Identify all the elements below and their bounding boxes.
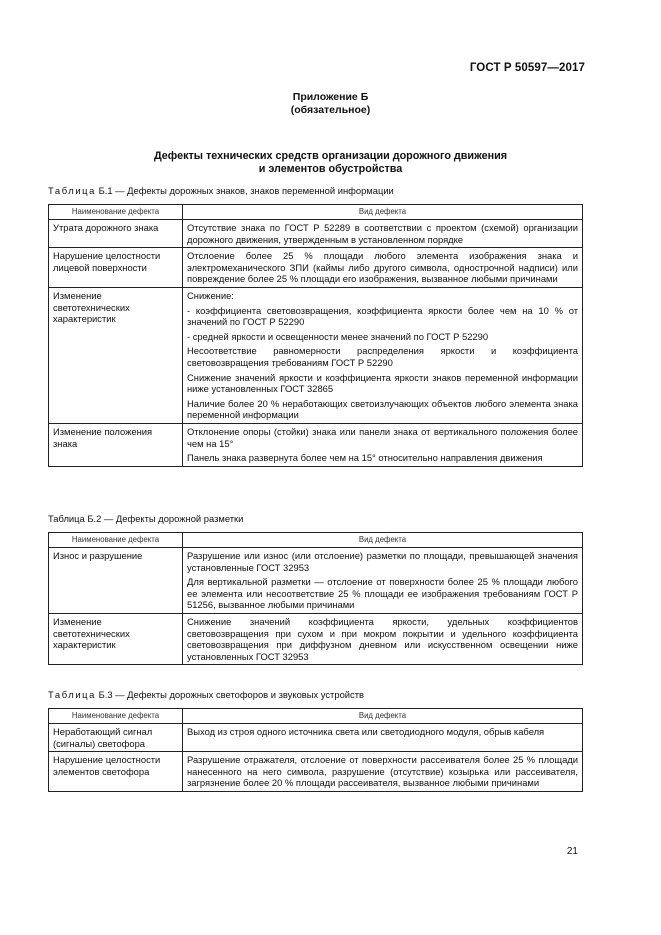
table-row (49, 220, 583, 248)
defect-name-cell: Изменение светотехнических характеристик (49, 287, 183, 423)
defect-description: Разрушение или износ (или отслоение) разметки по площади, превышающей значения установленные ГОСТ 32953 (187, 550, 578, 573)
defect-name-cell: Неработающий сигнал (сигналы) светофора (49, 724, 183, 752)
appendix-heading (0, 91, 661, 117)
table1-header-row (49, 205, 583, 220)
table3 (48, 708, 583, 792)
defect-description: Снижение значений яркости и коэффициента яркости знаков переменной информации ниже установленных ГОСТ 32865 (187, 371, 578, 395)
defect-name-cell: Изменение светотехнических характеристик (49, 613, 183, 664)
table2-caption: Таблица Б.2 — Дефекты дорожной разметки (48, 513, 244, 524)
defect-description: Отклонение опоры (стойки) знака или панели знака от вертикального положения более чем на 15° (187, 425, 578, 449)
table-row (49, 548, 583, 614)
table-row (49, 724, 583, 752)
defect-description: Несоответствие равномерности распределения яркости и коэффициента световозвращения требованиям ГОСТ Р 52290 (187, 345, 578, 368)
table-row (49, 287, 583, 423)
table3-caption (48, 689, 364, 701)
table1-header-name: Наименование дефекта (49, 205, 183, 220)
defect-type-cell (183, 287, 583, 423)
defect-description: Разрушение отражателя, отслоение от поверхности рассеивателя более 25 % площади нанесенного на него символа, разрушение (отсутствие) козырька или рассеивателя, загрязнение более 20 % площади рассеивателя, вызванное любыми причинами (187, 754, 578, 789)
appendix-title: Приложение Б (292, 91, 369, 103)
page-number: 21 (566, 846, 578, 857)
defect-description: Панель знака развернута более чем на 15° относительно направления движения (187, 452, 543, 464)
defect-description: Отсутствие знака по ГОСТ Р 52289 в соответствии с проектом (схемой) организации дорожного движения, утвержденным в установленном порядке (187, 222, 578, 245)
defect-description: Снижение значений коэффициента яркости, удельных коэффициентов световозвращения при сухом и при мокром покрытии и удельного коэффициента световозвращения при диффузном дневном или искусственном освещении ниже установленных ГОСТ 32953 (187, 615, 578, 662)
defect-name-cell: Утрата дорожного знака (49, 220, 183, 248)
defect-type-cell (183, 248, 583, 288)
table2-header-row (49, 533, 583, 548)
defect-name-cell: Износ и разрушение (49, 548, 183, 614)
defect-type-cell (183, 423, 583, 466)
table3-caption-text: Б.3 — Дефекты дорожных светофоров и звуковых устройств (95, 689, 364, 700)
table-row (49, 248, 583, 288)
appendix-subtitle: (обязательное) (290, 104, 371, 116)
defect-name-cell: Нарушение целостности элементов светофора (49, 752, 183, 792)
table1 (48, 204, 583, 467)
defect-description: Для вертикальной разметки — отслоение от поверхности более 25 % площади любого ее элемента или несоответствие 25 % площади ее изображения требованиям ГОСТ Р 51256, вызванное любыми причинами (187, 576, 578, 611)
document-id: ГОСТ Р 50597—2017 (469, 62, 585, 74)
defect-description: Наличие более 20 % неработающих светоизлучающих объектов любого элемента знака переменной информации (187, 397, 578, 421)
section-title (0, 150, 661, 176)
defect-type-cell (183, 613, 583, 664)
table2 (48, 532, 583, 665)
table1-caption-label: Таблица (48, 185, 96, 196)
defect-description: Отслоение более 25 % площади любого элемента изображения знака и электромеханического ЗПИ (каймы либо другого символа, однострочной надписи) или повреждение более 25 % площади его изображения, вызванное любыми причинами (187, 250, 578, 285)
table3-header-row (49, 709, 583, 724)
defect-description: Снижение: (187, 289, 234, 301)
defect-description: - средней яркости и освещенности менее значений по ГОСТ Р 52290 (187, 330, 489, 342)
defect-name-cell: Изменение положения знака (49, 423, 183, 466)
defect-description: - коэффициента световозвращения, коэффициента яркости более чем на 10 % от значений по ГОСТ Р 52290 (187, 304, 578, 328)
table2-header-name: Наименование дефекта (49, 533, 183, 548)
table3-header-name: Наименование дефекта (49, 709, 183, 724)
defect-type-cell (183, 220, 583, 248)
table3-caption-label: Таблица (48, 689, 96, 700)
defect-description: Выход из строя одного источника света или светодиодного модуля, обрыв кабеля (187, 726, 545, 737)
table-row (49, 752, 583, 792)
table1-caption (48, 185, 394, 197)
table-row (49, 423, 583, 466)
defect-type-cell (183, 548, 583, 614)
table-row (49, 613, 583, 664)
section-title-line-1: Дефекты технических средств организации дорожного движения (153, 150, 508, 162)
defect-type-cell (183, 752, 583, 792)
section-title-line-2: и элементов обустройства (258, 163, 403, 175)
table1-header-type: Вид дефекта (183, 205, 583, 220)
defect-type-cell (183, 724, 583, 752)
table3-header-type: Вид дефекта (183, 709, 583, 724)
table1-caption-text: Б.1 — Дефекты дорожных знаков, знаков переменной информации (95, 185, 394, 196)
defect-name-cell: Нарушение целостности лицевой поверхности (49, 248, 183, 288)
table2-header-type: Вид дефекта (183, 533, 583, 548)
